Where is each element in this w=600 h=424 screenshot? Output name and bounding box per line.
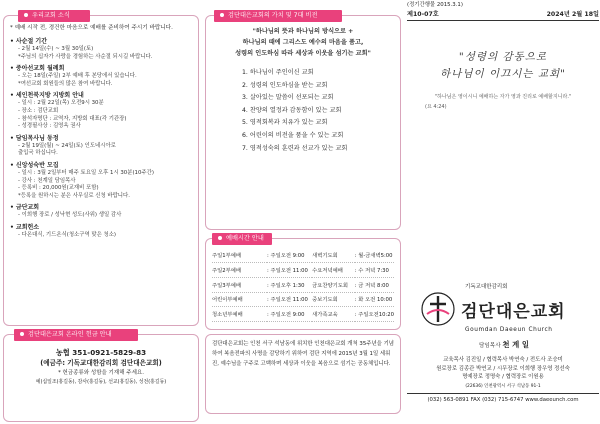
schedule-cell: 수요저녁예배 — [312, 263, 355, 278]
pastor-label: 담임목사 — [479, 343, 501, 349]
church-address: (22636) 인천광역시 서구 석남동 91-1 — [465, 383, 541, 389]
vision-header — [214, 10, 342, 22]
notices-header-label: 우리교회 소식 — [32, 12, 70, 19]
notices-header — [18, 10, 90, 22]
notice-item-line: - 2월 19일(월) ~ 24일(토) 인도네시아로 — [18, 142, 116, 149]
middle-column — [205, 12, 401, 420]
schedule-cell: : 주일오전 9:00 — [267, 248, 312, 263]
schedule-cell: : 금 저녁 8:00 — [355, 277, 394, 292]
vision-header-label: 검단대은교회의 가치 및 7대 비전 — [228, 12, 318, 19]
schedule-cell: 새가족교육 — [312, 307, 355, 322]
church-contact: (032) 563-0891 FAX (032) 715-6747 www.daeeunch.com — [407, 393, 599, 403]
theme-box — [407, 49, 599, 83]
notice-item — [10, 161, 192, 200]
vision-item: 3. 살아있는 말씀이 선포되는 교회 — [242, 94, 334, 102]
notice-item-line: 출입국 하십니다. — [18, 150, 58, 157]
staff-line: 교육목사 김진일 / 협력목사 박연숙 / 전도사 조승미 — [443, 357, 563, 363]
schedule-cell: 청소년부예배 — [212, 307, 267, 322]
notice-item-line: *주님의 십자가 사랑을 경험하는 사순절 되시길 바랍니다. — [18, 53, 153, 60]
pastor-line — [407, 339, 599, 350]
issue-date: 2024년 2월 18일 — [546, 11, 599, 18]
schedule-cell: 금요찬양기도회 — [312, 277, 355, 292]
church-logo-icon — [421, 292, 455, 326]
verse-reference: (요 4:24) — [425, 104, 447, 110]
schedule-header-label: 예배시간 안내 — [226, 235, 264, 242]
vision-item: 4. 찬양의 열정과 감동함이 있는 교회 — [242, 106, 342, 114]
staff-line: 명예장로 정명숙 / 협력장로 이원용 — [462, 374, 544, 381]
notice-item-title: • 세인천북지방 지방회 안내 — [10, 92, 84, 100]
issue-number: 제10-07호 — [407, 11, 439, 18]
offering-holder: (예금주: 기독교대한감리회 검단대은교회) — [40, 359, 162, 367]
cover-column — [407, 2, 599, 422]
notice-item-title: • 사순절 기간 — [10, 38, 47, 45]
schedule-cell: 어린이부예배 — [212, 292, 267, 307]
notice-item-title: • 담임목사님 동정 — [10, 134, 59, 142]
schedule-cell: : 주일오전 9:00 — [267, 307, 312, 322]
vision-quote-line: 하나님의 때에 그리스도 예수의 마음을 품고, — [242, 39, 364, 46]
registration-note: (정기간행물 2015.3.1) — [407, 2, 463, 8]
notice-item — [10, 223, 192, 240]
notice-item — [10, 91, 192, 130]
denomination: 기독교대한감리회 — [465, 284, 508, 290]
vision-item: 5. 영적회복과 치유가 있는 교회 — [242, 119, 328, 127]
notice-items — [10, 37, 192, 240]
schedule-cell: 주일3부예배 — [212, 277, 267, 292]
notice-item-line: - 강사 : 천계일 담임목사 — [18, 177, 76, 184]
left-column — [3, 12, 199, 420]
offering-example: 예)십일조(홍길동), 감사(홍길동), 선교(홍길동), 성전(홍길동) — [35, 378, 167, 385]
notice-item-line: - 일시 : 3월 2일부터 매주 토요일 오후 1시 30분(10주간) — [18, 169, 154, 176]
notice-item-line: - 참석자명단 : 교역자, 지방회 대표(각 기관장) — [18, 115, 127, 122]
schedule-cell: : 수 저녁 7:30 — [355, 263, 394, 278]
theme-line: "성령의 감동으로 — [458, 51, 548, 63]
schedule-cell: : 주일오전10:20 — [355, 307, 394, 322]
notice-item-line: - 오는 18일(주일) 2부 예배 후 본당에서 있습니다. — [18, 73, 137, 80]
offering-header-label: 검단대은교회 온라인 헌금 안내 — [28, 331, 112, 338]
notice-item-line: *여선교회 회원들의 많은 참여 바랍니다. — [18, 80, 113, 87]
church-intro-section — [205, 334, 401, 414]
schedule-header — [212, 233, 272, 245]
schedule-cell: 새벽기도회 — [312, 248, 355, 263]
church-intro-text: 검단대은교회는 인천 서구 석남동에 위치한 인천대은교회 개척 35주년을 기념하여 복음전파의 사명을 감당하기 위하여 검단 지역에 2015년 3월 1일 세워진, 예수님을 구주로 고백하며 세상과 이웃을 복음으로 섬기는 공동체입니다. — [212, 341, 394, 368]
notice-item — [10, 37, 192, 61]
vision-item: 7. 영적성숙의 훈련과 선교가 있는 교회 — [242, 144, 348, 152]
logo-row — [407, 292, 599, 326]
staff-line: 원로장로 김종관 박연교 / 시무장로 이희행 장우영 정선숙 — [436, 365, 570, 372]
schedule-table — [212, 248, 394, 322]
vision-item: 6. 어린이의 비전을 품을 수 있는 교회 — [242, 131, 344, 139]
notice-item-line: - 일시 : 2월 22일(목) 오전9시 30분 — [18, 100, 104, 107]
notice-item — [10, 203, 192, 220]
vision-item: 2. 성령의 인도하심을 받는 교회 — [242, 81, 328, 89]
vision-quote-line: "하나님의 뜻과 하나님의 방식으로 + — [252, 28, 354, 35]
theme-line: 하나님이 이끄시는 교회" — [440, 68, 566, 80]
offering-account: 농협 351-0921-5829-83 — [55, 348, 147, 357]
schedule-cell: : 주일오전 11:00 — [267, 292, 312, 307]
schedule-cell: 주일1부예배 — [212, 248, 267, 263]
notice-item-line: *등록을 원하시는 분은 사무실로 신청 바랍니다. — [18, 192, 130, 199]
church-name-english: Goumdan Daeeun Church — [465, 327, 553, 333]
church-logo-area — [407, 282, 599, 403]
schedule-cell: : 주일오전 11:00 — [267, 263, 312, 278]
schedule-row — [212, 277, 394, 292]
schedule-cell: : 월-금새벽5:00 — [355, 248, 394, 263]
offering-section — [3, 331, 199, 422]
pastor-name: 천 계 일 — [502, 340, 529, 349]
schedule-cell: 중보기도회 — [312, 292, 355, 307]
notice-item-title: • 신앙성숙반 모집 — [10, 161, 59, 169]
notice-item-title: • 중아선교회 월례회 — [10, 65, 65, 73]
schedule-section — [205, 235, 401, 330]
notice-item-line: - 다온대식, 기드온식(청소구역 맞은 청소) — [18, 231, 117, 238]
schedule-row — [212, 248, 394, 263]
notices-intro: * 예배 시작 전, 경건한 마음으로 예배를 준비하여 주시기 바랍니다. — [10, 25, 173, 31]
vision-item: 1. 하나님이 주인이신 교회 — [242, 69, 314, 76]
schedule-row — [212, 292, 394, 307]
vision-list — [212, 67, 394, 155]
offering-note: * 헌금종류와 성함을 기재해 주세요. — [58, 370, 144, 376]
notice-item-line: - 성경필사상 : 김영옥 권사 — [18, 123, 81, 130]
notice-item-line: - 장소 : 검단교회 — [18, 107, 59, 114]
church-name: 검단대은교회 — [461, 301, 566, 322]
schedule-cell: 주일2부예배 — [212, 263, 267, 278]
issue-line — [407, 9, 599, 21]
schedule-cell: : 화 오전 10:00 — [355, 292, 394, 307]
vision-quote — [212, 26, 394, 59]
notice-item-line: - 이희행 장로 / 성낙현 성도(사위) 생일 감사 — [18, 212, 122, 219]
vision-quote-line: 성령의 인도하심 따라 세상과 이웃을 섬기는 교회" — [235, 50, 371, 57]
notice-item-line: - 등록비 : 20,000원(교재비 포함) — [18, 185, 99, 192]
verse-text: "하나님은 영이시니 예배하는 자가 영과 진리로 예배할지니라." — [434, 94, 572, 100]
notice-item-line: - 2월 14일(수) ~ 3월 30일(토) — [18, 46, 94, 52]
notice-item-title: • 교회헌소 — [10, 223, 40, 231]
staff-list — [407, 356, 599, 382]
notice-item — [10, 134, 192, 158]
schedule-cell: : 주일오후 1:30 — [267, 277, 312, 292]
offering-header — [14, 329, 138, 341]
schedule-row — [212, 263, 394, 278]
notice-item-title: • 금단교회 — [10, 204, 40, 212]
notice-item — [10, 64, 192, 88]
schedule-row — [212, 307, 394, 322]
notices-section — [3, 12, 199, 326]
vision-section — [205, 12, 401, 230]
